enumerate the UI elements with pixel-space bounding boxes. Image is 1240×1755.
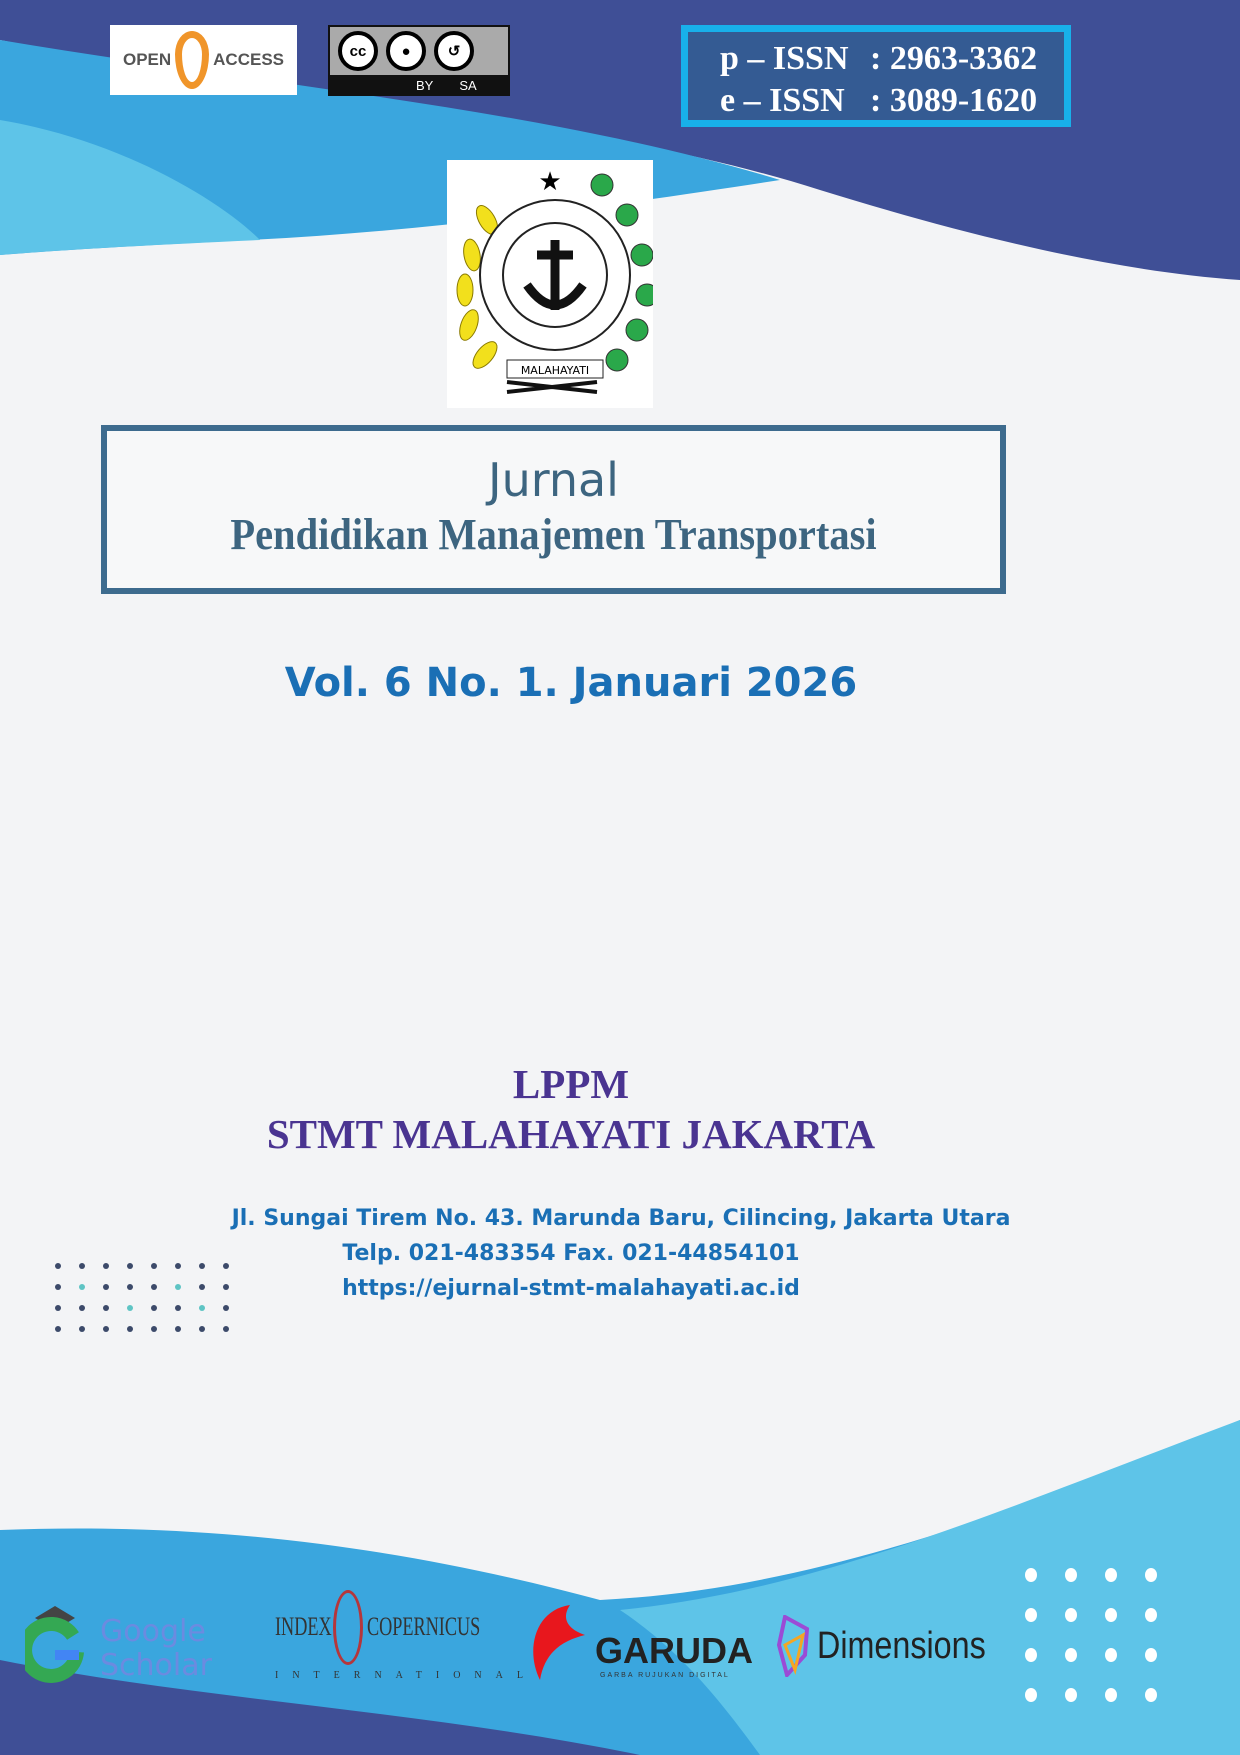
dot (1025, 1688, 1037, 1702)
dot (55, 1284, 61, 1290)
dot (103, 1284, 109, 1290)
dot (1145, 1648, 1157, 1662)
dot (127, 1263, 133, 1269)
dot (79, 1326, 85, 1332)
dot (1145, 1688, 1157, 1702)
svg-text:★: ★ (538, 167, 562, 197)
dot (55, 1263, 61, 1269)
dot (199, 1326, 205, 1332)
dot (151, 1305, 157, 1311)
decorative-dots-right (1025, 1568, 1185, 1702)
dot (1025, 1568, 1037, 1582)
phone-fax: Telp. 021-483354 Fax. 021-44854101 (342, 1241, 800, 1266)
decorative-dots-left (55, 1263, 247, 1332)
google-label: Google (100, 1614, 206, 1649)
dot (175, 1263, 181, 1269)
dot (127, 1326, 133, 1332)
dot (1145, 1608, 1157, 1622)
dot (175, 1326, 181, 1332)
p-issn-label: p – ISSN (720, 40, 849, 77)
open-access-right: ACCESS (213, 50, 285, 69)
dot (151, 1284, 157, 1290)
index-copernicus-logo (275, 1590, 537, 1690)
garuda-tagline: GARBA RUJUKAN DIGITAL (600, 1672, 730, 1679)
scholar-label: Scholar (100, 1648, 212, 1683)
journal-title-line2: Pendidikan Manajemen Transportasi (230, 510, 877, 559)
website-link[interactable]: https://ejurnal-stmt-malahayati.ac.id (342, 1276, 800, 1301)
dot (55, 1326, 61, 1332)
institution-crest (447, 160, 653, 408)
dot (199, 1284, 205, 1290)
open-access-left: OPEN (122, 50, 172, 69)
dot (1065, 1568, 1077, 1582)
dot (1105, 1568, 1117, 1582)
address: Jl. Sungai Tirem No. 43. Marunda Baru, Cilincing, Jakarta Utara (231, 1206, 1011, 1231)
dot (79, 1284, 85, 1290)
p-issn-value: : 2963-3362 (870, 40, 1038, 77)
dot (103, 1263, 109, 1269)
dot (127, 1305, 133, 1311)
dot (1145, 1568, 1157, 1582)
e-issn-value: : 3089-1620 (870, 82, 1038, 119)
dot (103, 1305, 109, 1311)
dot (79, 1263, 85, 1269)
publisher-line1: LPPM (512, 1061, 630, 1107)
journal-title-box (101, 425, 1006, 594)
dot (199, 1305, 205, 1311)
international-label: INTERNATIONAL (275, 1670, 537, 1681)
publisher-line2: STMT MALAHAYATI JAKARTA (266, 1111, 876, 1157)
dot (79, 1305, 85, 1311)
sa-label: SA (459, 78, 477, 93)
by-label: BY (416, 78, 434, 93)
garuda-logo (525, 1600, 755, 1690)
dot (1065, 1608, 1077, 1622)
dot (1105, 1608, 1117, 1622)
issue-info: Vol. 6 No. 1. Januari 2026 (284, 660, 858, 706)
open-lock-icon (175, 31, 209, 89)
dot (1065, 1688, 1077, 1702)
dimensions-logo (775, 1615, 995, 1685)
cc-icon: cc (338, 31, 378, 71)
dot (127, 1284, 133, 1290)
attribution-icon: ● (386, 31, 426, 71)
copernicus-globe-icon (333, 1590, 363, 1665)
garuda-label: GARUDA (595, 1630, 753, 1671)
share-alike-icon: ↺ (434, 31, 474, 71)
garuda-icon (525, 1600, 595, 1685)
index-label: INDEX (275, 1612, 332, 1641)
google-scholar-icon (25, 1600, 95, 1690)
dot (151, 1326, 157, 1332)
open-access-logo (110, 25, 297, 95)
cc-by-sa-badge (328, 25, 510, 96)
dot (223, 1326, 229, 1332)
dot (199, 1263, 205, 1269)
dot (1065, 1648, 1077, 1662)
dot (151, 1263, 157, 1269)
journal-title-line1: Jurnal (488, 453, 619, 507)
crest-banner: MALAHAYATI (520, 364, 590, 377)
google-scholar-logo (25, 1600, 255, 1690)
dot (1105, 1648, 1117, 1662)
dot (223, 1305, 229, 1311)
dimensions-icon (775, 1615, 811, 1677)
dot (103, 1326, 109, 1332)
dot (55, 1305, 61, 1311)
dot (223, 1263, 229, 1269)
dot (1105, 1688, 1117, 1702)
dimensions-label: Dimensions (817, 1625, 986, 1667)
dot (223, 1284, 229, 1290)
dot (1025, 1648, 1037, 1662)
dot (1025, 1608, 1037, 1622)
e-issn-label: e – ISSN (720, 82, 845, 119)
issn-box (681, 25, 1071, 127)
dot (175, 1284, 181, 1290)
copernicus-label: COPERNICUS (367, 1612, 481, 1641)
dot (175, 1305, 181, 1311)
